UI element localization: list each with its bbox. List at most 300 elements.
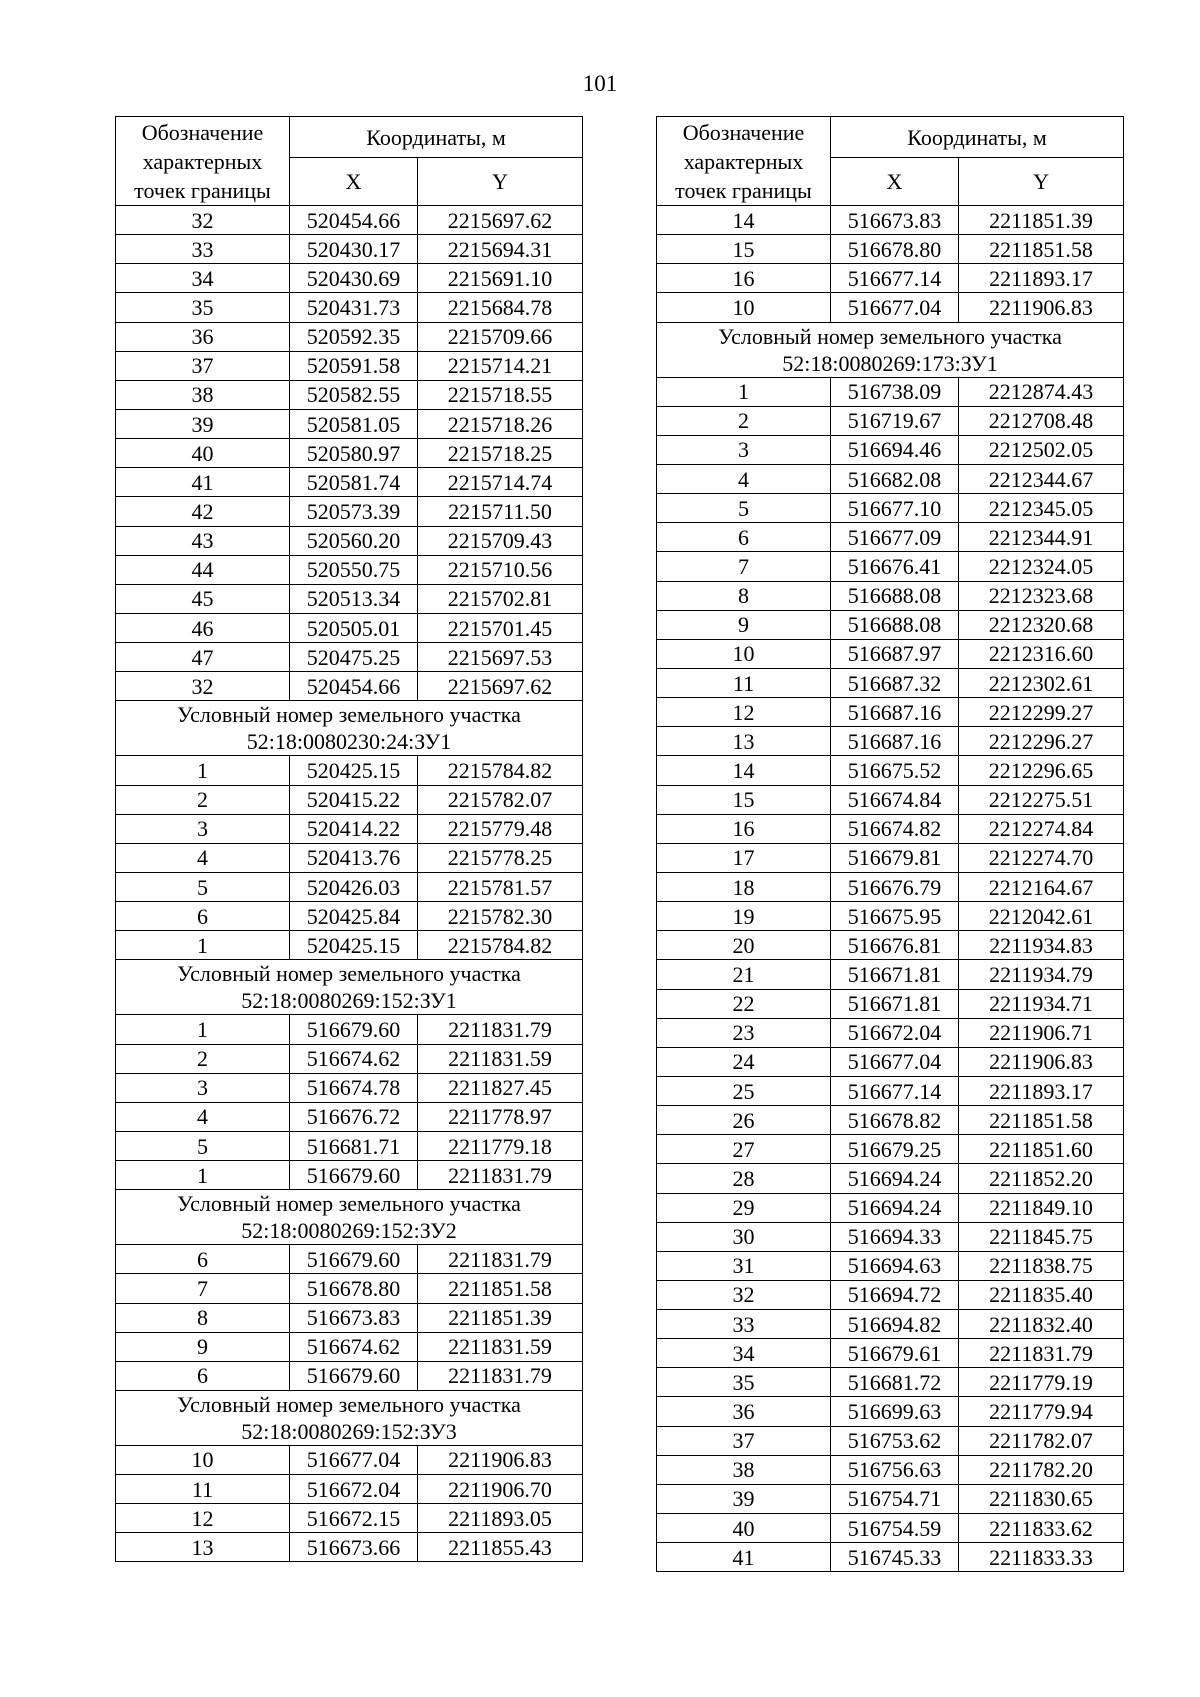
x-coordinate-cell: 516754.59 <box>831 1514 959 1543</box>
y-coordinate-cell: 2215718.55 <box>418 380 583 409</box>
x-coordinate-cell: 516679.60 <box>290 1245 418 1274</box>
coordinates-table-right <box>656 116 1124 1572</box>
x-coordinate-cell: 520454.66 <box>290 206 418 235</box>
y-coordinate-cell: 2211934.83 <box>959 931 1124 960</box>
point-number-cell: 9 <box>657 610 831 639</box>
point-number-cell: 45 <box>116 584 290 613</box>
x-coordinate-cell: 516672.04 <box>290 1475 418 1504</box>
point-number-cell: 4 <box>116 843 290 872</box>
table-row <box>116 1332 583 1361</box>
x-coordinate-cell: 516687.32 <box>831 668 959 697</box>
y-coordinate-cell: 2211849.10 <box>959 1193 1124 1222</box>
parcel-cadastral-number: 52:18:0080269:152:ЗУ1 <box>241 988 457 1014</box>
x-coordinate-cell: 520592.35 <box>290 322 418 351</box>
point-number-cell: 20 <box>657 931 831 960</box>
point-number-cell: 14 <box>657 206 831 235</box>
table-row <box>116 1475 583 1504</box>
point-number-cell: 6 <box>116 1361 290 1390</box>
point-number-cell: 8 <box>116 1303 290 1332</box>
table-row <box>116 1533 583 1562</box>
point-number-cell: 12 <box>116 1504 290 1533</box>
y-coordinate-cell: 2215714.74 <box>418 468 583 497</box>
parcel-cadastral-number: 52:18:0080230:24:ЗУ1 <box>246 729 452 755</box>
header-coords-label: Координаты, м <box>831 117 1124 158</box>
point-number-cell: 28 <box>657 1164 831 1193</box>
table-row <box>657 989 1124 1018</box>
point-number-cell: 1 <box>116 1161 290 1190</box>
point-number-cell: 2 <box>116 785 290 814</box>
point-number-cell: 15 <box>657 235 831 264</box>
y-coordinate-cell: 2211893.17 <box>959 1076 1124 1105</box>
x-coordinate-cell: 516677.10 <box>831 494 959 523</box>
x-coordinate-cell: 516677.04 <box>831 293 959 322</box>
coordinates-table-left <box>115 116 583 1562</box>
table-row <box>657 1193 1124 1222</box>
point-number-cell: 10 <box>657 293 831 322</box>
x-coordinate-cell: 520475.25 <box>290 643 418 672</box>
y-coordinate-cell: 2215782.30 <box>418 902 583 931</box>
x-coordinate-cell: 520573.39 <box>290 497 418 526</box>
x-coordinate-cell: 516674.78 <box>290 1073 418 1102</box>
x-coordinate-cell: 516756.63 <box>831 1455 959 1484</box>
point-number-cell: 3 <box>116 814 290 843</box>
x-coordinate-cell: 516687.16 <box>831 727 959 756</box>
x-coordinate-cell: 516694.82 <box>831 1310 959 1339</box>
parcel-section-cell <box>116 701 583 756</box>
x-coordinate-cell: 516674.62 <box>290 1044 418 1073</box>
point-number-cell: 38 <box>116 380 290 409</box>
header-point-label: Обозначение характерных точек границы <box>657 117 831 206</box>
table-row <box>116 526 583 555</box>
point-number-cell: 36 <box>116 322 290 351</box>
x-coordinate-cell: 516677.14 <box>831 264 959 293</box>
table-row <box>116 409 583 438</box>
y-coordinate-cell: 2212274.70 <box>959 843 1124 872</box>
x-coordinate-cell: 520425.15 <box>290 931 418 960</box>
table-row <box>657 464 1124 493</box>
point-number-cell: 2 <box>657 406 831 435</box>
table-body <box>116 206 583 1562</box>
point-number-cell: 19 <box>657 902 831 931</box>
y-coordinate-cell: 2211782.07 <box>959 1426 1124 1455</box>
y-coordinate-cell: 2215782.07 <box>418 785 583 814</box>
point-number-cell: 27 <box>657 1135 831 1164</box>
table-row <box>116 293 583 322</box>
point-number-cell: 12 <box>657 698 831 727</box>
y-coordinate-cell: 2211851.60 <box>959 1135 1124 1164</box>
y-coordinate-cell: 2211934.71 <box>959 989 1124 1018</box>
table-row <box>657 1368 1124 1397</box>
point-number-cell: 41 <box>116 468 290 497</box>
x-coordinate-cell: 516699.63 <box>831 1397 959 1426</box>
table-row <box>116 643 583 672</box>
point-number-cell: 6 <box>116 1245 290 1274</box>
y-coordinate-cell: 2211779.94 <box>959 1397 1124 1426</box>
x-coordinate-cell: 516676.79 <box>831 872 959 901</box>
x-coordinate-cell: 520415.22 <box>290 785 418 814</box>
point-number-cell: 32 <box>657 1280 831 1309</box>
table-row <box>657 872 1124 901</box>
point-number-cell: 17 <box>657 843 831 872</box>
x-coordinate-cell: 520581.74 <box>290 468 418 497</box>
x-coordinate-cell: 516676.72 <box>290 1102 418 1131</box>
x-coordinate-cell: 516694.33 <box>831 1222 959 1251</box>
table-row <box>657 668 1124 697</box>
table-row <box>657 727 1124 756</box>
x-coordinate-cell: 520580.97 <box>290 439 418 468</box>
y-coordinate-cell: 2215702.81 <box>418 584 583 613</box>
table-row <box>657 1310 1124 1339</box>
y-coordinate-cell: 2211906.70 <box>418 1475 583 1504</box>
table-row <box>657 931 1124 960</box>
table-row <box>657 235 1124 264</box>
y-coordinate-cell: 2211831.79 <box>959 1339 1124 1368</box>
table-row <box>116 1073 583 1102</box>
table-row <box>116 206 583 235</box>
y-coordinate-cell: 2212296.65 <box>959 756 1124 785</box>
x-coordinate-cell: 516671.81 <box>831 960 959 989</box>
x-coordinate-cell: 516682.08 <box>831 464 959 493</box>
point-number-cell: 40 <box>657 1514 831 1543</box>
x-coordinate-cell: 516681.72 <box>831 1368 959 1397</box>
table-row <box>116 497 583 526</box>
point-number-cell: 41 <box>657 1543 831 1572</box>
table-row <box>657 1047 1124 1076</box>
point-number-cell: 11 <box>657 668 831 697</box>
x-coordinate-cell: 516694.72 <box>831 1280 959 1309</box>
x-coordinate-cell: 516694.24 <box>831 1164 959 1193</box>
y-coordinate-cell: 2211855.43 <box>418 1533 583 1562</box>
x-coordinate-cell: 520591.58 <box>290 351 418 380</box>
table-row <box>657 960 1124 989</box>
table-row <box>657 406 1124 435</box>
point-number-cell: 9 <box>116 1332 290 1361</box>
x-coordinate-cell: 516719.67 <box>831 406 959 435</box>
point-number-cell: 32 <box>116 672 290 701</box>
point-number-cell: 11 <box>116 1475 290 1504</box>
y-coordinate-cell: 2212302.61 <box>959 668 1124 697</box>
header-point-label: Обозначение характерных точек границы <box>116 117 290 206</box>
parcel-label: Условный номер земельного участка <box>177 702 521 728</box>
point-number-cell: 2 <box>116 1044 290 1073</box>
header-y-label: Y <box>418 158 583 206</box>
y-coordinate-cell: 2215718.26 <box>418 409 583 438</box>
point-number-cell: 33 <box>116 235 290 264</box>
table-row <box>657 377 1124 406</box>
x-coordinate-cell: 520425.84 <box>290 902 418 931</box>
point-number-cell: 4 <box>657 464 831 493</box>
x-coordinate-cell: 520560.20 <box>290 526 418 555</box>
parcel-label: Условный номер земельного участка <box>177 1391 521 1417</box>
x-coordinate-cell: 520550.75 <box>290 555 418 584</box>
parcel-section-cell <box>116 1390 583 1445</box>
y-coordinate-cell: 2212874.43 <box>959 377 1124 406</box>
table-row <box>657 581 1124 610</box>
point-number-cell: 1 <box>657 377 831 406</box>
table-row <box>116 1245 583 1274</box>
y-coordinate-cell: 2212042.61 <box>959 902 1124 931</box>
parcel-section-title <box>116 701 583 756</box>
x-coordinate-cell: 520430.17 <box>290 235 418 264</box>
x-coordinate-cell: 520425.15 <box>290 756 418 785</box>
table-row <box>657 206 1124 235</box>
table-row <box>116 814 583 843</box>
x-coordinate-cell: 516679.60 <box>290 1015 418 1044</box>
point-number-cell: 25 <box>657 1076 831 1105</box>
table-row <box>657 1164 1124 1193</box>
table-row <box>116 1504 583 1533</box>
y-coordinate-cell: 2211906.83 <box>959 293 1124 322</box>
point-number-cell: 30 <box>657 1222 831 1251</box>
y-coordinate-cell: 2211782.20 <box>959 1455 1124 1484</box>
y-coordinate-cell: 2212320.68 <box>959 610 1124 639</box>
point-number-cell: 47 <box>116 643 290 672</box>
table-row <box>116 672 583 701</box>
y-coordinate-cell: 2211893.17 <box>959 264 1124 293</box>
point-number-cell: 22 <box>657 989 831 1018</box>
table-row <box>657 1106 1124 1135</box>
y-coordinate-cell: 2212324.05 <box>959 552 1124 581</box>
point-number-cell: 21 <box>657 960 831 989</box>
y-coordinate-cell: 2215684.78 <box>418 293 583 322</box>
point-number-cell: 7 <box>116 1274 290 1303</box>
x-coordinate-cell: 520582.55 <box>290 380 418 409</box>
point-number-cell: 35 <box>657 1368 831 1397</box>
y-coordinate-cell: 2211851.39 <box>959 206 1124 235</box>
table-row <box>657 1222 1124 1251</box>
point-number-cell: 10 <box>116 1445 290 1474</box>
y-coordinate-cell: 2211831.79 <box>418 1245 583 1274</box>
y-coordinate-cell: 2211831.79 <box>418 1361 583 1390</box>
table-row <box>116 872 583 901</box>
table-row <box>116 785 583 814</box>
header-x-label: X <box>290 158 418 206</box>
x-coordinate-cell: 516694.24 <box>831 1193 959 1222</box>
y-coordinate-cell: 2212345.05 <box>959 494 1124 523</box>
x-coordinate-cell: 516672.15 <box>290 1504 418 1533</box>
point-number-cell: 39 <box>116 409 290 438</box>
y-coordinate-cell: 2212316.60 <box>959 639 1124 668</box>
point-number-cell: 5 <box>116 1131 290 1160</box>
x-coordinate-cell: 516676.41 <box>831 552 959 581</box>
point-number-cell: 43 <box>116 526 290 555</box>
x-coordinate-cell: 516677.04 <box>290 1445 418 1474</box>
table-row <box>116 1445 583 1474</box>
table-row <box>116 902 583 931</box>
y-coordinate-cell: 2215709.66 <box>418 322 583 351</box>
x-coordinate-cell: 516681.71 <box>290 1131 418 1160</box>
parcel-label: Условный номер земельного участка <box>718 323 1062 349</box>
point-number-cell: 13 <box>657 727 831 756</box>
x-coordinate-cell: 516673.83 <box>290 1303 418 1332</box>
point-number-cell: 29 <box>657 1193 831 1222</box>
y-coordinate-cell: 2212344.91 <box>959 523 1124 552</box>
y-coordinate-cell: 2211831.79 <box>418 1161 583 1190</box>
table-row <box>657 1397 1124 1426</box>
y-coordinate-cell: 2211934.79 <box>959 960 1124 989</box>
y-coordinate-cell: 2211851.58 <box>959 1106 1124 1135</box>
point-number-cell: 34 <box>657 1339 831 1368</box>
parcel-section-title <box>657 322 1124 377</box>
x-coordinate-cell: 520413.76 <box>290 843 418 872</box>
table-row <box>657 1018 1124 1047</box>
point-number-cell: 5 <box>657 494 831 523</box>
table-row <box>116 1044 583 1073</box>
point-number-cell: 32 <box>116 206 290 235</box>
table-row <box>657 1280 1124 1309</box>
x-coordinate-cell: 516672.04 <box>831 1018 959 1047</box>
y-coordinate-cell: 2211830.65 <box>959 1484 1124 1513</box>
point-number-cell: 39 <box>657 1484 831 1513</box>
table-row <box>657 1514 1124 1543</box>
point-number-cell: 18 <box>657 872 831 901</box>
x-coordinate-cell: 520513.34 <box>290 584 418 613</box>
x-coordinate-cell: 516687.97 <box>831 639 959 668</box>
y-coordinate-cell: 2211831.59 <box>418 1044 583 1073</box>
header-x-label: X <box>831 158 959 206</box>
point-number-cell: 8 <box>657 581 831 610</box>
table-row <box>657 1339 1124 1368</box>
header-y-label: Y <box>959 158 1124 206</box>
y-coordinate-cell: 2215778.25 <box>418 843 583 872</box>
table-row <box>657 1076 1124 1105</box>
point-number-cell: 38 <box>657 1455 831 1484</box>
x-coordinate-cell: 516674.82 <box>831 814 959 843</box>
y-coordinate-cell: 2215779.48 <box>418 814 583 843</box>
y-coordinate-cell: 2211831.79 <box>418 1015 583 1044</box>
point-number-cell: 37 <box>116 351 290 380</box>
parcel-cadastral-number: 52:18:0080269:173:ЗУ1 <box>782 350 998 376</box>
table-row <box>657 610 1124 639</box>
point-number-cell: 13 <box>116 1533 290 1562</box>
y-coordinate-cell: 2211779.19 <box>959 1368 1124 1397</box>
x-coordinate-cell: 516678.80 <box>290 1274 418 1303</box>
y-coordinate-cell: 2215697.62 <box>418 206 583 235</box>
y-coordinate-cell: 2211833.33 <box>959 1543 1124 1572</box>
point-number-cell: 46 <box>116 613 290 642</box>
x-coordinate-cell: 520430.69 <box>290 264 418 293</box>
table-row <box>657 1484 1124 1513</box>
y-coordinate-cell: 2211906.71 <box>959 1018 1124 1047</box>
table-row <box>657 523 1124 552</box>
point-number-cell: 24 <box>657 1047 831 1076</box>
point-number-cell: 7 <box>657 552 831 581</box>
x-coordinate-cell: 516675.95 <box>831 902 959 931</box>
table-row <box>657 1455 1124 1484</box>
table-row <box>657 756 1124 785</box>
table-row <box>657 264 1124 293</box>
x-coordinate-cell: 520505.01 <box>290 613 418 642</box>
y-coordinate-cell: 2211852.20 <box>959 1164 1124 1193</box>
table-header <box>116 117 583 206</box>
table-row <box>116 613 583 642</box>
table-body <box>657 206 1124 1572</box>
y-coordinate-cell: 2212274.84 <box>959 814 1124 843</box>
x-coordinate-cell: 516754.71 <box>831 1484 959 1513</box>
x-coordinate-cell: 516678.80 <box>831 235 959 264</box>
x-coordinate-cell: 516694.63 <box>831 1251 959 1280</box>
table-row <box>116 1102 583 1131</box>
table-row <box>657 435 1124 464</box>
table-header <box>657 117 1124 206</box>
y-coordinate-cell: 2211835.40 <box>959 1280 1124 1309</box>
y-coordinate-cell: 2211906.83 <box>959 1047 1124 1076</box>
point-number-cell: 1 <box>116 756 290 785</box>
table-row <box>116 439 583 468</box>
point-number-cell: 10 <box>657 639 831 668</box>
point-number-cell: 1 <box>116 1015 290 1044</box>
table-row <box>116 555 583 584</box>
y-coordinate-cell: 2211851.39 <box>418 1303 583 1332</box>
y-coordinate-cell: 2215709.43 <box>418 526 583 555</box>
y-coordinate-cell: 2211827.45 <box>418 1073 583 1102</box>
y-coordinate-cell: 2211833.62 <box>959 1514 1124 1543</box>
y-coordinate-cell: 2212323.68 <box>959 581 1124 610</box>
parcel-section-title <box>116 1390 583 1445</box>
parcel-section-cell <box>116 960 583 1015</box>
x-coordinate-cell: 520581.05 <box>290 409 418 438</box>
x-coordinate-cell: 516745.33 <box>831 1543 959 1572</box>
x-coordinate-cell: 516688.08 <box>831 610 959 639</box>
point-number-cell: 44 <box>116 555 290 584</box>
x-coordinate-cell: 516753.62 <box>831 1426 959 1455</box>
point-number-cell: 36 <box>657 1397 831 1426</box>
x-coordinate-cell: 516676.81 <box>831 931 959 960</box>
table-row <box>657 1426 1124 1455</box>
table-row <box>657 1135 1124 1164</box>
x-coordinate-cell: 520431.73 <box>290 293 418 322</box>
point-number-cell: 16 <box>657 814 831 843</box>
table-row <box>116 584 583 613</box>
table-row <box>116 1131 583 1160</box>
y-coordinate-cell: 2211851.58 <box>418 1274 583 1303</box>
point-number-cell: 5 <box>116 872 290 901</box>
x-coordinate-cell: 520454.66 <box>290 672 418 701</box>
table-row <box>657 639 1124 668</box>
point-number-cell: 3 <box>657 435 831 464</box>
y-coordinate-cell: 2215694.31 <box>418 235 583 264</box>
parcel-cadastral-number: 52:18:0080269:152:ЗУ3 <box>241 1418 457 1444</box>
y-coordinate-cell: 2211893.05 <box>418 1504 583 1533</box>
parcel-cadastral-number: 52:18:0080269:152:ЗУ2 <box>241 1218 457 1244</box>
x-coordinate-cell: 516687.16 <box>831 698 959 727</box>
page-number: 101 <box>582 71 618 96</box>
x-coordinate-cell: 516688.08 <box>831 581 959 610</box>
table-row <box>116 1274 583 1303</box>
x-coordinate-cell: 516677.09 <box>831 523 959 552</box>
y-coordinate-cell: 2212164.67 <box>959 872 1124 901</box>
table-row <box>116 468 583 497</box>
point-number-cell: 3 <box>116 1073 290 1102</box>
y-coordinate-cell: 2212344.67 <box>959 464 1124 493</box>
parcel-section-title <box>116 1190 583 1245</box>
y-coordinate-cell: 2215718.25 <box>418 439 583 468</box>
x-coordinate-cell: 516679.25 <box>831 1135 959 1164</box>
x-coordinate-cell: 516671.81 <box>831 989 959 1018</box>
y-coordinate-cell: 2212502.05 <box>959 435 1124 464</box>
y-coordinate-cell: 2215784.82 <box>418 931 583 960</box>
table-row <box>116 322 583 351</box>
table-row <box>116 351 583 380</box>
parcel-section-title <box>116 960 583 1015</box>
x-coordinate-cell: 516677.04 <box>831 1047 959 1076</box>
point-number-cell: 6 <box>657 523 831 552</box>
y-coordinate-cell: 2215711.50 <box>418 497 583 526</box>
y-coordinate-cell: 2211778.97 <box>418 1102 583 1131</box>
parcel-label: Условный номер земельного участка <box>177 1191 521 1217</box>
parcel-label: Условный номер земельного участка <box>177 961 521 987</box>
y-coordinate-cell: 2215710.56 <box>418 555 583 584</box>
